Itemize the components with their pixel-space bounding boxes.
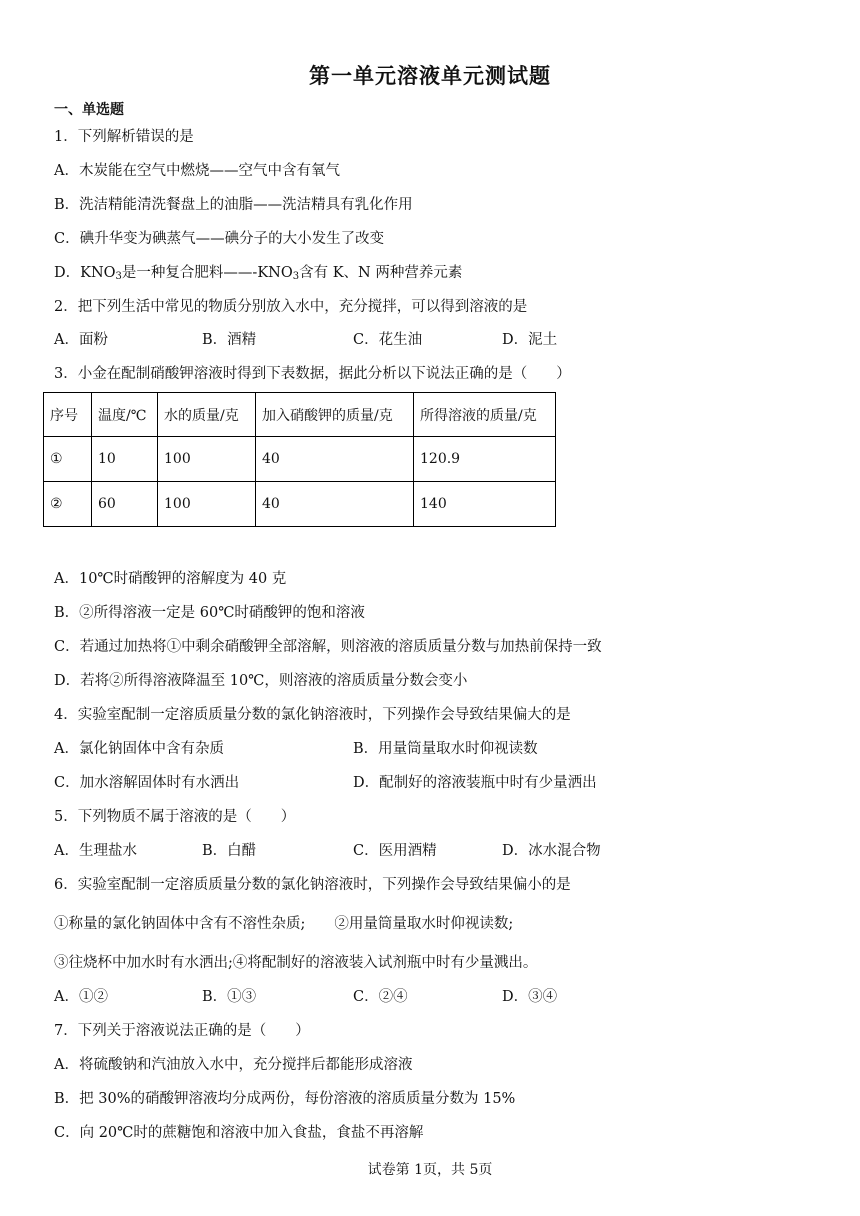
table-cell: ②	[44, 482, 92, 527]
question-6-statement-1: ①称量的氯化钠固体中含有不溶性杂质; ②用量筒量取水时仰视读数;	[54, 916, 514, 932]
question-3-stem: 3．小金在配制硝酸钾溶液时得到下表数据，据此分析以下说法正确的是（ ）	[54, 366, 571, 382]
table-header-cell: 加入硝酸钾的质量/克	[256, 393, 414, 437]
data-table	[43, 392, 556, 527]
table-header-row	[44, 393, 556, 437]
question-5-option-a: A．生理盐水	[54, 843, 137, 859]
table-cell: ①	[44, 437, 92, 482]
question-1-option-c: C．碘升华变为碘蒸气——碘分子的大小发生了改变	[54, 231, 385, 247]
question-4-option-d: D．配制好的溶液装瓶中时有少量洒出	[353, 775, 597, 791]
question-5-option-c: C．医用酒精	[353, 843, 437, 859]
question-1-option-a: A．木炭能在空气中燃烧——空气中含有氧气	[54, 163, 340, 179]
question-1-option-d	[54, 263, 462, 283]
question-7-stem: 7．下列关于溶液说法正确的是（ ）	[54, 1023, 310, 1039]
question-5-option-d: D．冰水混合物	[502, 843, 601, 859]
question-6-option-b: B．①③	[202, 989, 257, 1005]
table-cell: 40	[256, 482, 414, 527]
question-5-option-b: B．白醋	[202, 843, 257, 859]
question-4-stem: 4．实验室配制一定溶质质量分数的氯化钠溶液时，下列操作会导致结果偏大的是	[54, 707, 571, 723]
question-2-option-a: A．面粉	[54, 332, 108, 348]
table-cell: 100	[158, 482, 256, 527]
option-d-part-1: D．KNO	[54, 265, 116, 281]
table-cell: 40	[256, 437, 414, 482]
question-5-stem: 5．下列物质不属于溶液的是（ ）	[54, 809, 296, 825]
table-cell: 100	[158, 437, 256, 482]
question-6-statement-2: ③往烧杯中加水时有水洒出;④将配制好的溶液装入试剂瓶中时有少量溅出。	[54, 955, 538, 971]
question-4-option-b: B．用量筒量取水时仰视读数	[353, 741, 538, 757]
question-1-stem: 1．下列解析错误的是	[54, 129, 194, 145]
table-header-cell: 水的质量/克	[158, 393, 256, 437]
question-2-option-b: B．酒精	[202, 332, 257, 348]
question-6-stem: 6．实验室配制一定溶质质量分数的氯化钠溶液时，下列操作会导致结果偏小的是	[54, 877, 571, 893]
question-2-option-d: D．泥土	[502, 332, 558, 348]
page-footer: 试卷第 1页，共 5页	[367, 1162, 493, 1178]
question-7-option-a: A．将硫酸钠和汽油放入水中，充分搅拌后都能形成溶液	[54, 1057, 413, 1073]
table-header-cell: 所得溶液的质量/克	[414, 393, 556, 437]
question-4-option-a: A．氯化钠固体中含有杂质	[54, 741, 224, 757]
section-heading: 一、单选题	[54, 102, 124, 118]
question-3-option-a: A．10℃时硝酸钾的溶解度为 40 克	[54, 571, 287, 587]
option-d-part-3: 含有 K、N 两种营养元素	[299, 265, 463, 281]
question-1-option-b: B．洗洁精能清洗餐盘上的油脂——洗洁精具有乳化作用	[54, 197, 413, 213]
table-cell: 140	[414, 482, 556, 527]
question-2-option-c: C．花生油	[353, 332, 423, 348]
question-3-option-d: D．若将②所得溶液降温至 10℃，则溶液的溶质质量分数会变小	[54, 673, 468, 689]
table-row	[44, 437, 556, 482]
question-6-option-d: D．③④	[502, 989, 558, 1005]
question-7-option-b: B．把 30%的硝酸钾溶液均分成两份，每份溶液的溶质质量分数为 15%	[54, 1091, 516, 1107]
table-cell: 120.9	[414, 437, 556, 482]
question-6-option-a: A．①②	[54, 989, 108, 1005]
page-title: 第一单元溶液单元测试题	[309, 64, 551, 88]
subscript-3: 3	[115, 271, 122, 282]
table-header-cell: 序号	[44, 393, 92, 437]
question-3-option-c: C．若通过加热将①中剩余硝酸钾全部溶解，则溶液的溶质质量分数与加热前保持一致	[54, 639, 602, 655]
table-header-cell: 温度/℃	[92, 393, 158, 437]
subscript-3: 3	[292, 271, 300, 282]
option-d-part-2: 是一种复合肥料——-KNO	[121, 265, 293, 281]
question-6-option-c: C．②④	[353, 989, 408, 1005]
question-4-option-c: C．加水溶解固体时有水洒出	[54, 775, 240, 791]
question-2-stem: 2．把下列生活中常见的物质分别放入水中，充分搅拌，可以得到溶液的是	[54, 299, 528, 315]
question-7-option-c: C．向 20℃时的蔗糖饱和溶液中加入食盐，食盐不再溶解	[54, 1125, 424, 1141]
table-row	[44, 482, 556, 527]
table-cell: 60	[92, 482, 158, 527]
question-3-option-b: B．②所得溶液一定是 60℃时硝酸钾的饱和溶液	[54, 605, 365, 621]
table-cell: 10	[92, 437, 158, 482]
